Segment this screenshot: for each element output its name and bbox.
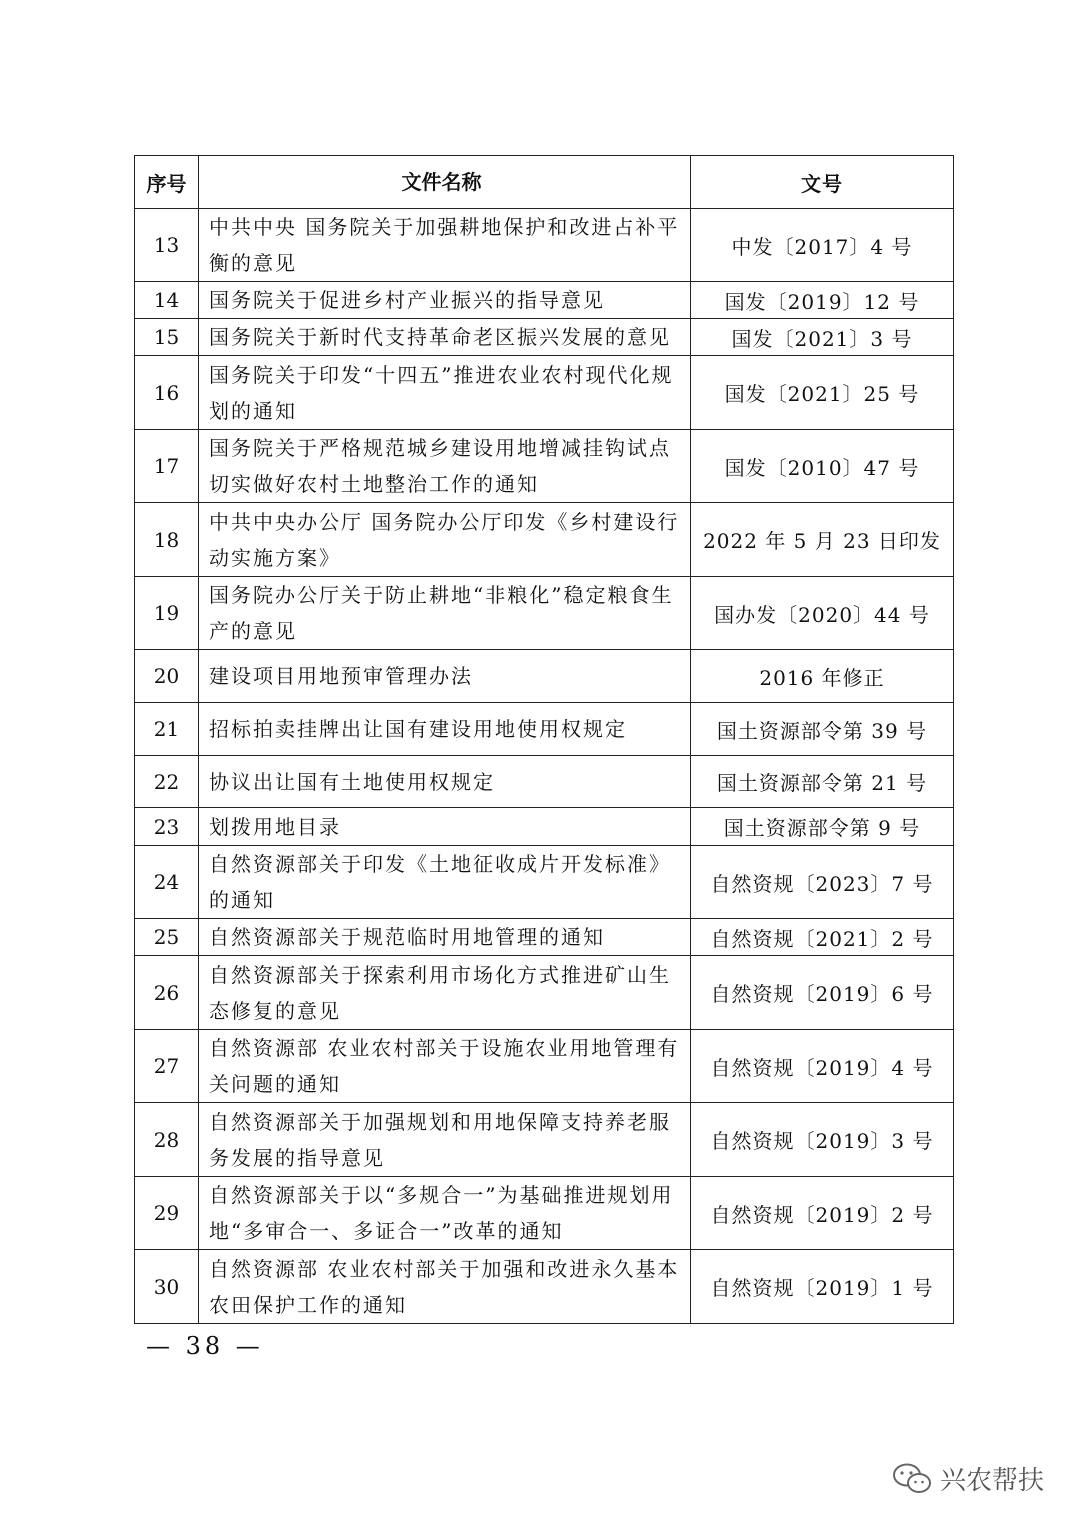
header-document-name: 文件名称 [199,156,691,209]
row-index: 21 [135,703,199,756]
table-row [135,209,954,282]
table-row [135,1030,954,1103]
header-document-number: 文号 [691,156,954,209]
watermark-text: 兴农帮扶 [939,1466,1044,1496]
row-document-number: 2016 年修正 [691,650,954,703]
row-document-name: 招标拍卖挂牌出让国有建设用地使用权规定 [199,703,691,756]
table-row [135,703,954,756]
row-document-name: 国务院办公厅关于防止耕地“非粮化”稳定粮食生产的意见 [199,577,691,650]
row-document-name: 国务院关于促进乡村产业振兴的指导意见 [199,282,691,319]
row-document-number: 自然资规〔2019〕4 号 [691,1030,954,1103]
row-index: 23 [135,808,199,846]
row-index: 16 [135,356,199,430]
table-row [135,846,954,919]
table-row [135,577,954,650]
row-document-number: 自然资规〔2019〕2 号 [691,1177,954,1250]
row-document-name: 自然资源部关于加强规划和用地保障支持养老服务发展的指导意见 [199,1103,691,1177]
row-document-name: 划拨用地目录 [199,808,691,846]
table-row [135,430,954,503]
row-index: 15 [135,319,199,356]
table-row [135,919,954,956]
row-index: 29 [135,1177,199,1250]
row-index: 17 [135,430,199,503]
header-index: 序号 [135,156,199,209]
row-document-number: 自然资规〔2021〕2 号 [691,919,954,956]
row-document-number: 国发〔2019〕12 号 [691,282,954,319]
row-index: 26 [135,956,199,1030]
table-row [135,1103,954,1177]
wechat-icon [892,1462,932,1496]
row-document-number: 国土资源部令第 9 号 [691,808,954,846]
row-document-number: 自然资规〔2019〕3 号 [691,1103,954,1177]
row-index: 18 [135,503,199,577]
row-index: 22 [135,756,199,808]
page-number: — 38 — [146,1332,264,1360]
table-row [135,356,954,430]
document-table [134,155,954,1324]
row-index: 28 [135,1103,199,1177]
row-document-number: 国办发〔2020〕44 号 [691,577,954,650]
table-row [135,650,954,703]
row-document-name: 自然资源部 农业农村部关于设施农业用地管理有关问题的通知 [199,1030,691,1103]
row-document-name: 中共中央办公厅 国务院办公厅印发《乡村建设行动实施方案》 [199,503,691,577]
row-document-number: 国土资源部令第 21 号 [691,756,954,808]
row-index: 24 [135,846,199,919]
row-document-name: 自然资源部关于规范临时用地管理的通知 [199,919,691,956]
row-document-name: 国务院关于新时代支持革命老区振兴发展的意见 [199,319,691,356]
row-document-name: 自然资源部关于探索利用市场化方式推进矿山生态修复的意见 [199,956,691,1030]
row-document-number: 自然资规〔2023〕7 号 [691,846,954,919]
row-document-number: 2022 年 5 月 23 日印发 [691,503,954,577]
row-document-number: 自然资规〔2019〕1 号 [691,1250,954,1324]
table-row [135,503,954,577]
row-document-name: 建设项目用地预审管理办法 [199,650,691,703]
row-document-number: 国发〔2021〕25 号 [691,356,954,430]
table-body [135,209,954,1324]
table-header-row [135,156,954,209]
row-document-number: 国土资源部令第 39 号 [691,703,954,756]
table-row [135,319,954,356]
row-index: 20 [135,650,199,703]
row-document-name: 自然资源部关于印发《土地征收成片开发标准》的通知 [199,846,691,919]
row-document-number: 中发〔2017〕4 号 [691,209,954,282]
row-document-name: 国务院关于印发“十四五”推进农业农村现代化规划的通知 [199,356,691,430]
table-row [135,756,954,808]
table-row [135,1177,954,1250]
table-row [135,1250,954,1324]
table-row [135,282,954,319]
watermark [892,1460,1044,1497]
row-document-name: 协议出让国有土地使用权规定 [199,756,691,808]
row-document-number: 自然资规〔2019〕6 号 [691,956,954,1030]
row-index: 30 [135,1250,199,1324]
row-document-name: 自然资源部关于以“多规合一”为基础推进规划用地“多审合一、多证合一”改革的通知 [199,1177,691,1250]
row-document-name: 自然资源部 农业农村部关于加强和改进永久基本农田保护工作的通知 [199,1250,691,1324]
row-document-number: 国发〔2010〕47 号 [691,430,954,503]
row-document-name: 中共中央 国务院关于加强耕地保护和改进占补平衡的意见 [199,209,691,282]
row-index: 19 [135,577,199,650]
row-index: 27 [135,1030,199,1103]
row-document-name: 国务院关于严格规范城乡建设用地增减挂钩试点切实做好农村土地整治工作的通知 [199,430,691,503]
row-index: 13 [135,209,199,282]
table-row [135,956,954,1030]
row-document-number: 国发〔2021〕3 号 [691,319,954,356]
row-index: 14 [135,282,199,319]
table-row [135,808,954,846]
row-index: 25 [135,919,199,956]
